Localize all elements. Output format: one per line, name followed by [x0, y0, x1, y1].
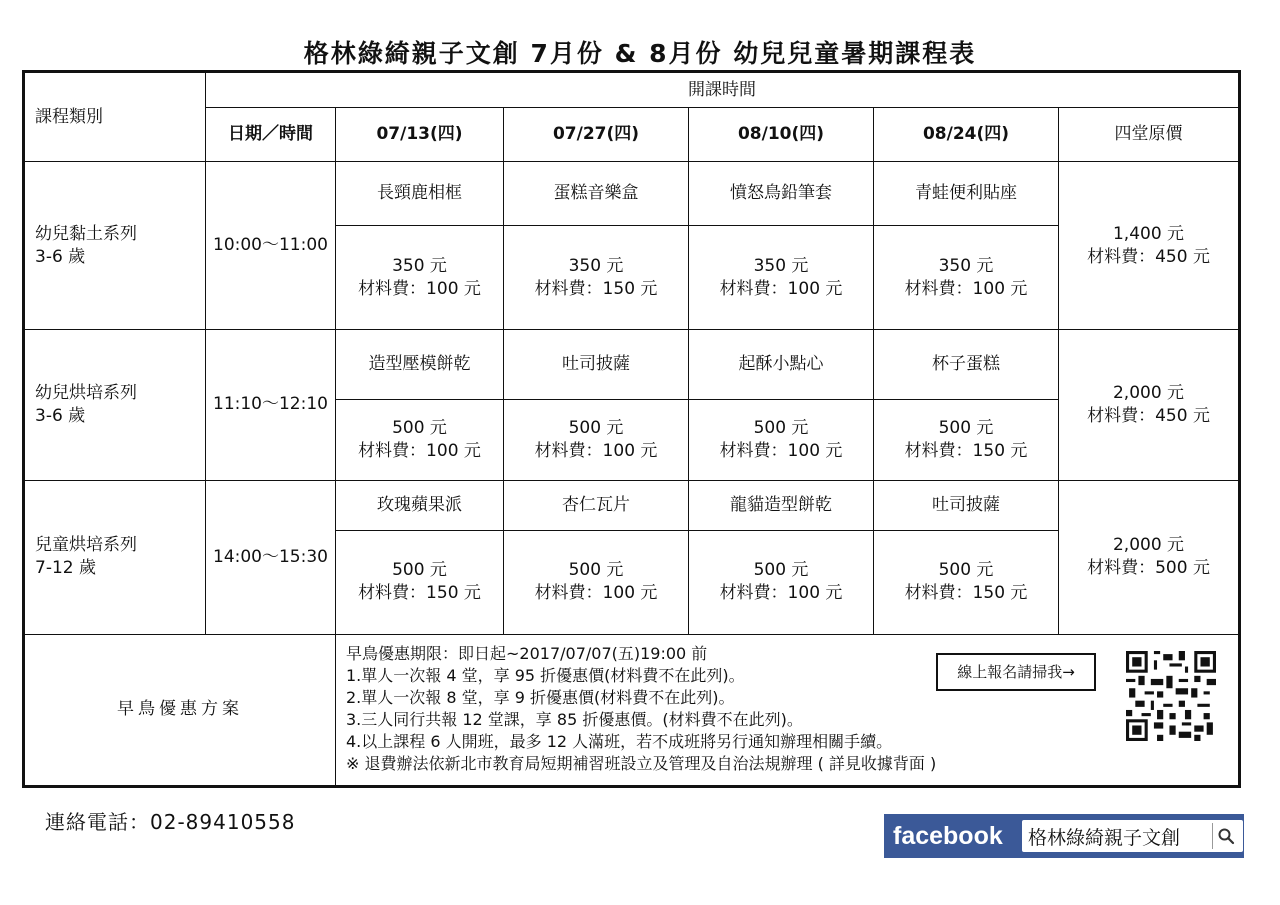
- course-price-cell: [504, 400, 689, 480]
- facebook-logo: facebook: [893, 821, 1003, 850]
- signup-scan-button[interactable]: 線上報名請掃我→: [936, 653, 1096, 691]
- material-fee: 材料費：150 元: [358, 583, 481, 604]
- promo-line: 早鳥優惠期限：即日起~2017/07/07(五)19:00 前: [346, 643, 708, 663]
- course-price-cell: [336, 226, 504, 330]
- course-price: 500 元: [753, 560, 809, 581]
- course-name: 杯子蛋糕: [874, 330, 1059, 400]
- course-name: 起酥小點心: [689, 330, 874, 400]
- page-title: 格林綠綺親子文創 7月份 & 8月份 幼兒兒童暑期課程表: [303, 39, 977, 68]
- total-material: 材料費：450 元: [1087, 405, 1210, 426]
- promo-line: 1.單人一次報 4 堂，享 95 折優惠價(材料費不在此列)。: [346, 665, 745, 685]
- course-name: 吐司披薩: [874, 480, 1059, 530]
- series-age: 7-12 歲: [35, 558, 96, 579]
- course-price: 350 元: [938, 255, 994, 276]
- date-header: 08/24(四): [874, 108, 1059, 162]
- series-category: [24, 330, 206, 480]
- date-header: 07/27(四): [504, 108, 689, 162]
- course-price: 500 元: [938, 417, 994, 438]
- course-price: 500 元: [392, 560, 447, 581]
- course-name: 玫瑰蘋果派: [336, 480, 504, 530]
- course-price: 500 元: [392, 417, 447, 438]
- series-time: 11:10～12:10: [206, 330, 336, 480]
- course-name: 憤怒鳥鉛筆套: [689, 162, 874, 226]
- course-name: 蛋糕音樂盒: [504, 162, 689, 226]
- material-fee: 材料費：100 元: [358, 440, 481, 461]
- open-time-header: 開課時間: [206, 72, 1240, 108]
- date-time-header: 日期／時間: [206, 108, 336, 162]
- series-category: [24, 162, 206, 330]
- promo-line: 4.以上課程 6 人開班，最多 12 人滿班，若不成班將另行通知辦理相關手續。: [346, 731, 893, 751]
- series-name: 幼兒烘培系列: [35, 382, 137, 403]
- search-icon[interactable]: [1212, 823, 1239, 849]
- total-price-cell: [1059, 162, 1240, 330]
- material-fee: 材料費：100 元: [719, 278, 843, 299]
- course-price: 500 元: [753, 417, 809, 438]
- course-name: 吐司披薩: [504, 330, 689, 400]
- series-name: 兒童烘培系列: [35, 535, 137, 556]
- facebook-search-text: 格林綠綺親子文創: [1028, 826, 1181, 849]
- total-material: 材料費：450 元: [1087, 246, 1210, 267]
- course-price-cell: [689, 400, 874, 480]
- category-header: 課程類別: [24, 72, 206, 162]
- course-name: 長頸鹿相框: [336, 162, 504, 226]
- original-price-header: 四堂原價: [1059, 108, 1240, 162]
- course-price: 350 元: [753, 255, 809, 276]
- contact-phone: 連絡電話：02-89410558: [45, 810, 296, 834]
- course-price-cell: [874, 400, 1059, 480]
- promo-label: 早鳥優惠方案: [24, 634, 336, 786]
- course-name: 杏仁瓦片: [504, 480, 689, 530]
- series-time: 14:00～15:30: [206, 480, 336, 634]
- material-fee: 材料費：100 元: [719, 440, 843, 461]
- promo-line: 2.單人一次報 8 堂，享 9 折優惠價(材料費不在此列)。: [346, 687, 735, 707]
- course-price: 500 元: [568, 560, 624, 581]
- course-price: 350 元: [392, 255, 447, 276]
- material-fee: 材料費：100 元: [358, 278, 481, 299]
- course-name: 龍貓造型餅乾: [689, 480, 874, 530]
- total-price: 1,400 元: [1112, 223, 1185, 244]
- course-price-cell: [689, 530, 874, 634]
- series-age: 3-6 歲: [35, 405, 86, 426]
- course-schedule-table: [22, 70, 1241, 788]
- course-price: 500 元: [568, 417, 624, 438]
- date-header: 07/13(四): [336, 108, 504, 162]
- total-price: 2,000 元: [1112, 535, 1185, 556]
- series-age: 3-6 歲: [35, 246, 86, 267]
- material-fee: 材料費：150 元: [904, 440, 1028, 461]
- material-fee: 材料費：150 元: [904, 583, 1028, 604]
- series-category: [24, 480, 206, 634]
- course-price: 350 元: [568, 255, 624, 276]
- total-price: 2,000 元: [1112, 382, 1185, 403]
- course-price: 500 元: [938, 560, 994, 581]
- promo-line: 3.三人同行共報 12 堂課，享 85 折優惠價。(材料費不在此列)。: [346, 709, 803, 729]
- facebook-banner[interactable]: [884, 814, 1244, 858]
- material-fee: 材料費：100 元: [534, 583, 658, 604]
- promo-line: ※ 退費辦法依新北市教育局短期補習班設立及管理及自治法規辦理 ( 詳見收據背面 ): [346, 753, 937, 773]
- material-fee: 材料費：150 元: [534, 278, 658, 299]
- course-name: 造型壓模餅乾: [336, 330, 504, 400]
- course-price-cell: [336, 530, 504, 634]
- course-price-cell: [504, 226, 689, 330]
- total-price-cell: [1059, 330, 1240, 480]
- material-fee: 材料費：100 元: [719, 583, 843, 604]
- facebook-search-box[interactable]: [1022, 820, 1243, 852]
- promo-details: [336, 634, 1240, 786]
- course-price-cell: [689, 226, 874, 330]
- course-price-cell: [336, 400, 504, 480]
- date-header: 08/10(四): [689, 108, 874, 162]
- total-price-cell: [1059, 480, 1240, 634]
- material-fee: 材料費：100 元: [904, 278, 1028, 299]
- course-name: 青蛙便利貼座: [874, 162, 1059, 226]
- series-name: 幼兒黏土系列: [35, 223, 137, 244]
- course-price-cell: [874, 226, 1059, 330]
- material-fee: 材料費：100 元: [534, 440, 658, 461]
- course-price-cell: [504, 530, 689, 634]
- qr-code-icon[interactable]: [1126, 651, 1216, 741]
- total-material: 材料費：500 元: [1087, 558, 1210, 579]
- series-time: 10:00～11:00: [206, 162, 336, 330]
- course-price-cell: [874, 530, 1059, 634]
